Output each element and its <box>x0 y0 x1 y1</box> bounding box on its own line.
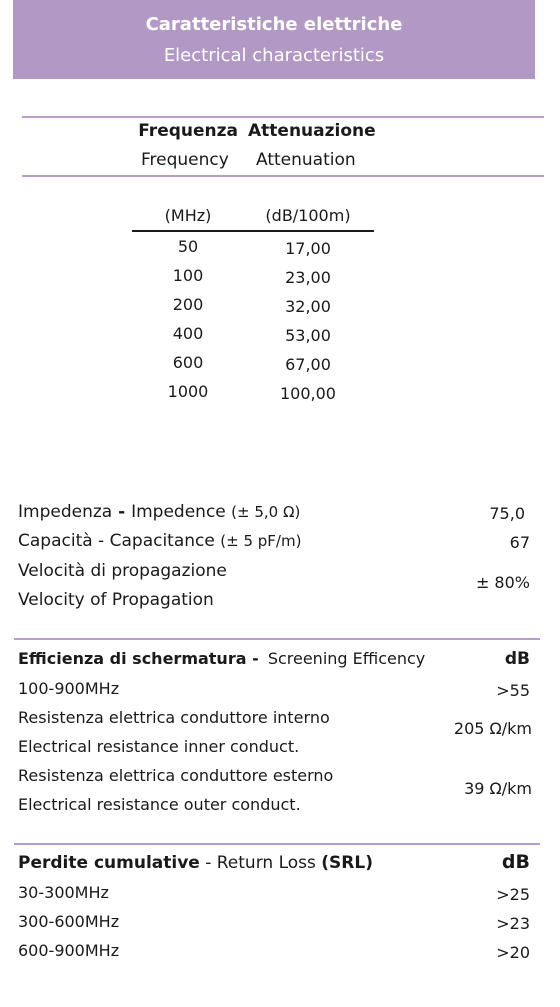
outer-resistance-it: Resistenza elettrica conduttore esterno <box>18 766 334 785</box>
impedance-label-it: Impedenza <box>18 502 113 522</box>
return-loss-value: >25 <box>496 885 530 904</box>
table-underline <box>132 230 374 232</box>
return-loss-abbr: (SRL) <box>321 853 373 873</box>
return-loss-title-en: - Return Loss <box>205 853 316 873</box>
att-row-value: 67,00 <box>285 355 331 374</box>
att-row-freq: 50 <box>177 237 199 256</box>
att-row-freq: 200 <box>172 295 204 314</box>
outer-resistance-en: Electrical resistance outer conduct. <box>18 795 301 814</box>
capacitance-tolerance: (± 5 pF/m) <box>220 532 302 550</box>
unit-db-100m: (dB/100m) <box>265 206 351 225</box>
capacitance-value: 67 <box>509 533 530 552</box>
att-row-value: 100,00 <box>280 384 336 403</box>
att-row-freq: 600 <box>172 353 204 372</box>
att-row-value: 17,00 <box>285 239 331 258</box>
return-loss-value: >20 <box>496 943 530 962</box>
unit-mhz: (MHz) <box>164 206 212 225</box>
col-frequency-en: Frequency <box>141 150 229 170</box>
impedance-label: Impedenza - Impedence (± 5,0 Ω) <box>18 502 301 522</box>
att-row-value: 32,00 <box>285 297 331 316</box>
outer-resistance-value: 39 Ω/km <box>464 779 532 798</box>
inner-resistance-value: 205 Ω/km <box>453 719 532 738</box>
impedance-tolerance: (± 5,0 Ω) <box>231 503 301 521</box>
return-loss-title-it: Perdite cumulative <box>18 853 200 873</box>
screening-title <box>18 649 425 668</box>
section-header <box>13 0 535 79</box>
col-attenuation-en: Attenuation <box>256 150 356 170</box>
impedance-label-en: Impedence <box>131 502 226 522</box>
return-loss-unit: dB <box>501 851 530 873</box>
return-loss-range: 600-900MHz <box>18 941 120 960</box>
return-loss-range: 300-600MHz <box>18 912 120 931</box>
capacitance-label: Capacità - Capacitance (± 5 pF/m) <box>18 531 302 551</box>
return-loss-range: 30-300MHz <box>18 883 109 902</box>
screening-range-value: >55 <box>496 681 530 700</box>
col-frequency-it: Frequenza <box>138 121 238 141</box>
impedance-value: 75,0 <box>489 504 525 523</box>
screening-title-en: Screening Efficency <box>267 649 426 668</box>
divider-return-loss <box>14 843 540 845</box>
att-row-value: 23,00 <box>285 268 331 287</box>
inner-resistance-it: Resistenza elettrica conduttore interno <box>18 708 330 727</box>
screening-range: 100-900MHz <box>18 679 120 698</box>
screening-unit: dB <box>504 649 530 669</box>
att-row-freq: 100 <box>172 266 204 285</box>
divider-screening <box>14 638 540 640</box>
divider-header <box>22 175 544 177</box>
screening-title-it: Efficienza di schermatura - <box>18 649 259 668</box>
att-row-freq: 400 <box>172 324 204 343</box>
header-title-italian: Caratteristiche elettriche <box>145 14 403 35</box>
return-loss-title <box>18 853 373 873</box>
att-row-freq: 1000 <box>167 382 209 401</box>
capacitance-label-it: Capacità <box>18 531 93 551</box>
velocity-label-it: Velocità di propagazione <box>18 561 227 581</box>
divider-top <box>22 116 544 118</box>
return-loss-value: >23 <box>496 914 530 933</box>
velocity-label-en: Velocity of Propagation <box>18 590 214 610</box>
capacitance-label-en: Capacitance <box>109 531 215 551</box>
inner-resistance-en: Electrical resistance inner conduct. <box>18 737 300 756</box>
col-attenuation-it: Attenuazione <box>248 121 376 141</box>
velocity-value: ± 80% <box>475 573 530 592</box>
att-row-value: 53,00 <box>285 326 331 345</box>
header-title-english: Electrical characteristics <box>163 45 385 66</box>
